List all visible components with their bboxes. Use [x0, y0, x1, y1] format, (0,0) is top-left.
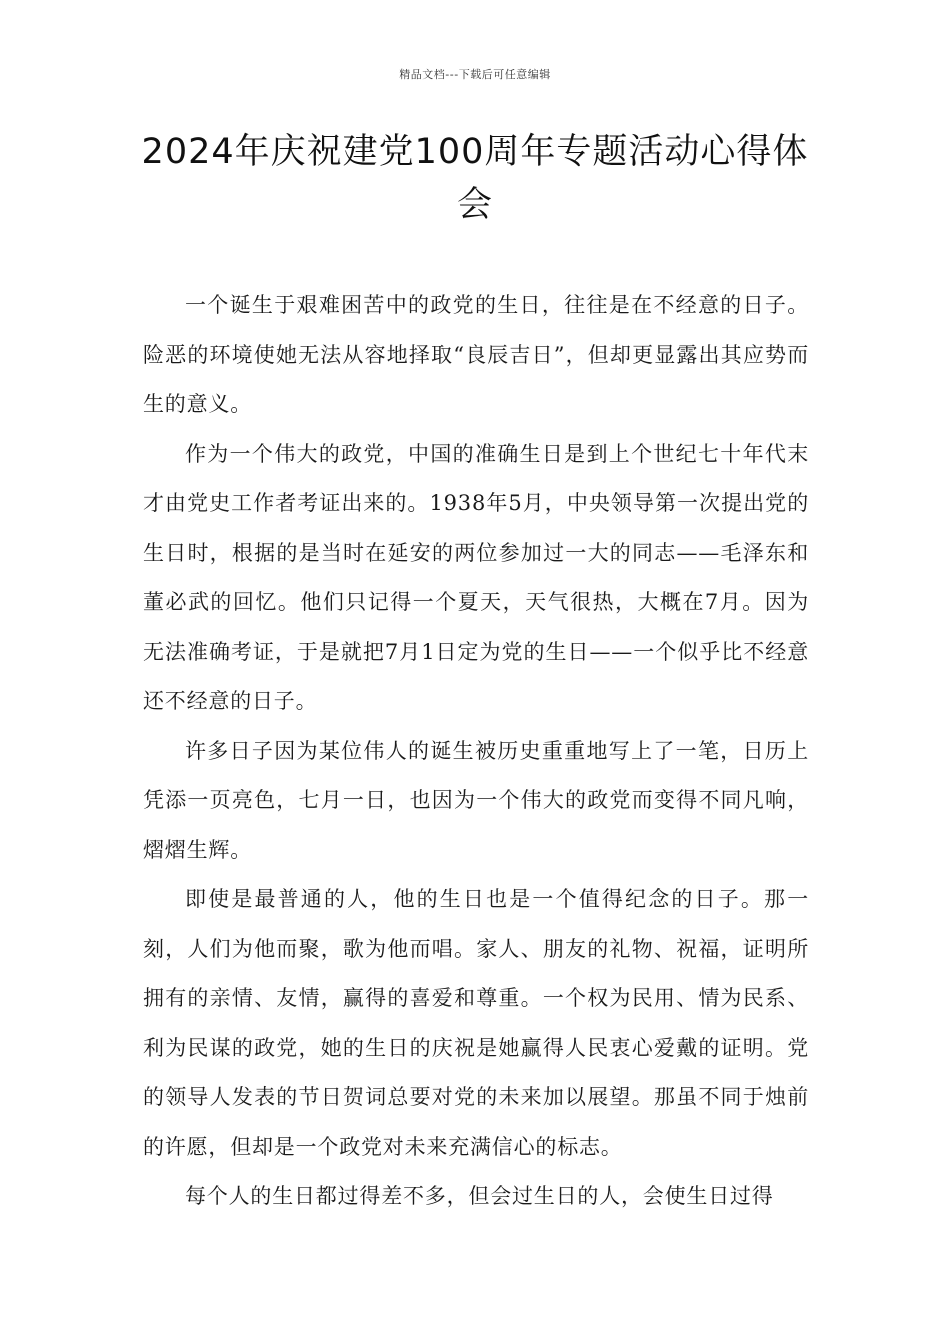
paragraph-1: 一个诞生于艰难困苦中的政党的生日，往往是在不经意的日子。险恶的环境使她无法从容地择取“良辰吉日”，但却更显露出其应势而生的意义。 [143, 293, 809, 416]
paragraph-5: 每个人的生日都过得差不多，但会过生日的人，会使生日过得 [185, 1184, 774, 1208]
paragraph-2: 作为一个伟大的政党，中国的准确生日是到上个世纪七十年代末才由党史工作者考证出来的。1938年5月，中央领导第一次提出党的生日时，根据的是当时在延安的两位参加过一大的同志——毛泽东和董必武的回忆。他们只记得一个夏天，天气很热，大概在7月。因为无法准确考证，于是就把7月1日定为党的生日——一个似乎比不经意还不经意的日子。 [143, 441, 809, 713]
paragraph-4: 即使是最普通的人，他的生日也是一个值得纪念的日子。那一刻，人们为他而聚，歌为他而唱。家人、朋友的礼物、祝福，证明所拥有的亲情、友情，赢得的喜爱和尊重。一个权为民用、情为民系、利为民谋的政党，她的生日的庆祝是她赢得人民衷心爱戴的证明。党的领导人发表的节日贺词总要对党的未来加以展望。那虽不同于烛前的许愿，但却是一个政党对未来充满信心的标志。 [143, 887, 809, 1159]
document-title: 2024年庆祝建党100周年专题活动心得体会 [141, 132, 809, 225]
document-body [143, 281, 809, 1222]
header-note: 精品文档---下载后可任意编辑 [399, 68, 551, 81]
paragraph-3: 许多日子因为某位伟人的诞生被历史重重地写上了一笔，日历上凭添一页亮色，七月一日，也因为一个伟大的政党而变得不同凡响，熠熠生辉。 [143, 738, 809, 862]
